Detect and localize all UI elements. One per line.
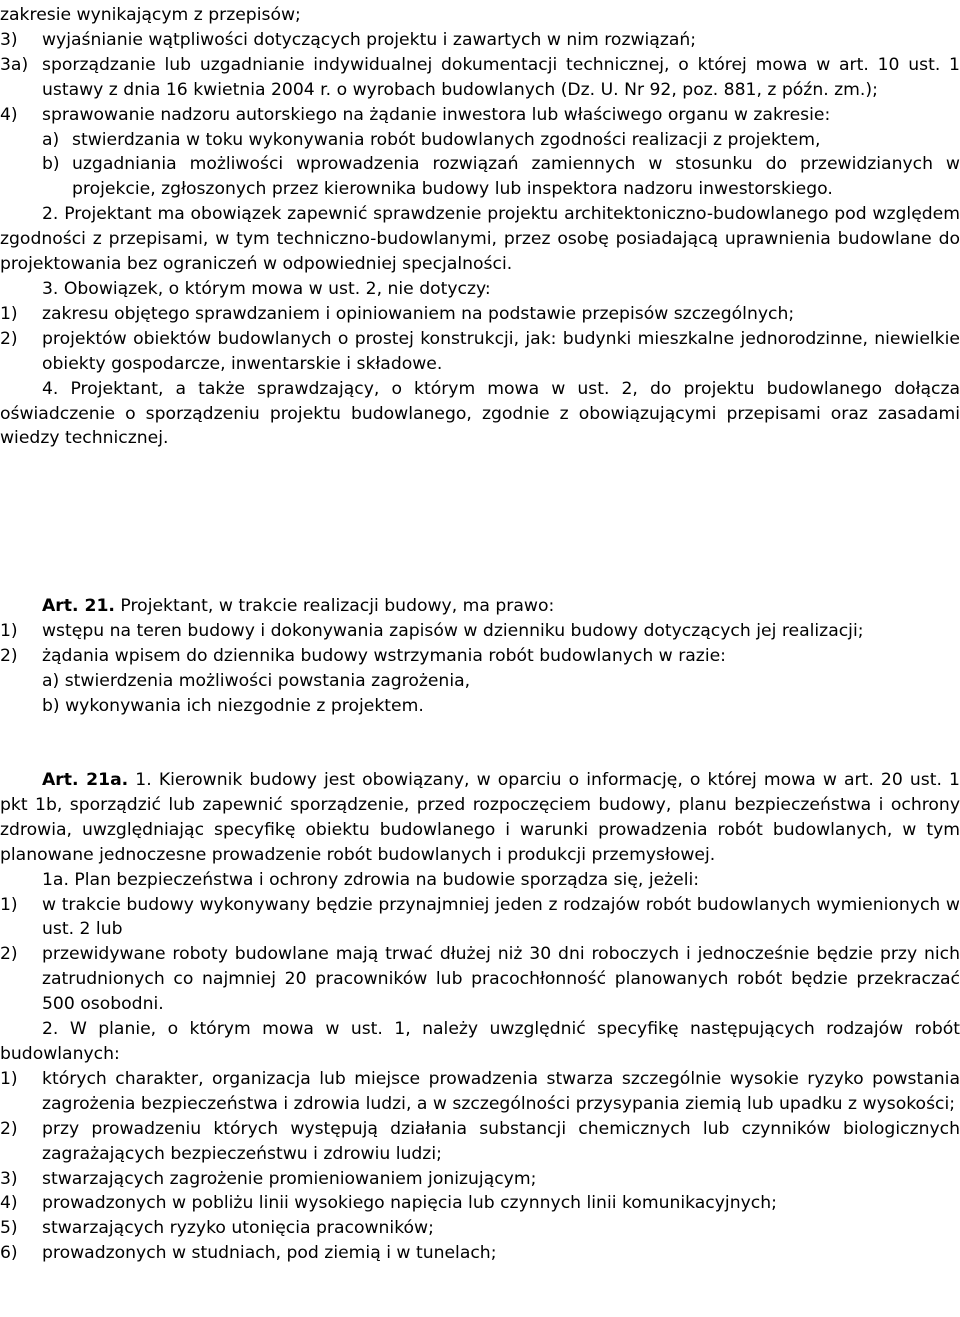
section-art21a <box>0 768 960 1266</box>
art21a-paragraph-1 <box>0 768 960 868</box>
paragraph-line: zakresie wynikającym z przepisów; <box>0 5 301 25</box>
article-label: Art. 21. <box>42 596 115 616</box>
list-item-ust3-1 <box>0 302 960 327</box>
item-text: zakresu objętego sprawdzaniem i opiniowaniem na podstawie przepisów szczególnych; <box>42 303 795 324</box>
item-number: 1) <box>0 620 18 641</box>
item-text: prowadzonych w pobliżu linii wysokiego napięcia lub czynnych linii komunikacyjnych; <box>42 1193 777 1214</box>
sub-item-text: stwierdzania w toku wykonywania robót budowlanych zgodności realizacji z projektem, <box>72 129 821 150</box>
sub-item-text: uzgadniania możliwości wprowadzenia rozwiązań zamiennych w stosunku do przewidzianych w projekcie, zgłoszonych przez kierownika budowy lub inspektora nadzoru inwestorskiego. <box>72 154 960 200</box>
item-text: projektów obiektów budowlanych o prostej konstrukcji, jak: budynki mieszkalne jednorodzinne, niewielkie obiekty gospodarcze, inwentarskie i składowe. <box>42 328 960 374</box>
item-number: 1) <box>0 303 18 324</box>
list-item-2-5 <box>0 1216 960 1241</box>
paragraph-ust-2: 2. Projektant ma obowiązek zapewnić sprawdzenie projektu architektoniczno-budowlanego pod względem zgodności z przepisami, w tym techniczno-budowlanymi, przez osobę posiadającą uprawnienia budowlane do projektowania bez ograniczeń w odpowiedniej specjalności. <box>0 204 960 275</box>
list-item-2-2 <box>0 1117 960 1167</box>
list-item-2-3 <box>0 1167 960 1192</box>
item-text: stwarzających ryzyko utonięcia pracowników; <box>42 1218 434 1239</box>
list-item-1a-1 <box>0 893 960 943</box>
list-item-art21-2 <box>0 644 960 669</box>
item-text: żądania wpisem do dziennika budowy wstrzymania robót budowlanych w razie: <box>42 645 726 666</box>
list-item-3 <box>0 28 960 53</box>
sub-item-letter: a) <box>42 670 60 691</box>
item-number: 2) <box>0 328 18 349</box>
item-number: 4) <box>0 1193 18 1214</box>
sub-item-letter: b) <box>42 695 60 716</box>
sub-item-letter: b) <box>42 154 60 175</box>
paragraph-ust-1a: 1a. Plan bezpieczeństwa i ochrony zdrowia na budowie sporządza się, jeżeli: <box>42 869 700 890</box>
sub-item-text: wykonywania ich niezgodnie z projektem. <box>65 695 424 716</box>
item-number: 5) <box>0 1218 18 1239</box>
list-item-2-4 <box>0 1191 960 1216</box>
article-label: Art. 21a. <box>42 770 129 790</box>
item-number: 3) <box>0 1168 18 1189</box>
item-number: 1) <box>0 1068 18 1089</box>
list-item-1a-2 <box>0 942 960 1017</box>
item-text: przy prowadzeniu których występują działania substancji chemicznych lub czynników biologicznych zagrażających bezpieczeństwu i zdrowiu ludzi; <box>42 1118 960 1164</box>
item-number: 2) <box>0 944 18 965</box>
section-art21 <box>0 594 960 719</box>
item-text: wyjaśnianie wątpliwości dotyczących projektu i zawartych w nim rozwiązań; <box>42 29 697 50</box>
item-text: sporządzanie lub uzgadnianie indywidualnej dokumentacji technicznej, o której mowa w art. 10 ust. 1 ustawy z dnia 16 kwietnia 2004 r. o wyrobach budowlanych (Dz. U. Nr 92, poz. 881, z późn. zm.); <box>42 54 960 100</box>
paragraph-ust-3: 3. Obowiązek, o którym mowa w ust. 2, nie dotyczy: <box>42 278 491 299</box>
item-text: stwarzających zagrożenie promieniowaniem jonizującym; <box>42 1168 537 1189</box>
sub-item-art21-2b <box>0 694 960 719</box>
item-text: sprawowanie nadzoru autorskiego na żądanie inwestora lub właściwego organu w zakresie: <box>42 104 831 125</box>
item-text: których charakter, organizacja lub miejsce prowadzenia stwarza szczególnie wysokie ryzyko powstania zagrożenia bezpieczeństwa i zdrowia ludzi, a w szczególności przysypania ziemią lub upadku z wysokości; <box>42 1068 960 1114</box>
list-item-art21-1 <box>0 619 960 644</box>
sub-item-4a <box>0 128 960 153</box>
sub-item-letter: a) <box>42 129 60 150</box>
item-number: 2) <box>0 645 18 666</box>
section-art20-continued <box>0 3 960 451</box>
item-number: 3) <box>0 29 18 50</box>
sub-item-text: stwierdzenia możliwości powstania zagrożenia, <box>64 670 471 691</box>
paragraph-ust-2: 2. W planie, o którym mowa w ust. 1, należy uwzględnić specyfikę następujących rodzajów robót budowlanych: <box>0 1019 960 1064</box>
paragraph-text: 1. Kierownik budowy jest obowiązany, w oparciu o informację, o której mowa w art. 20 ust. 1 pkt 1b, sporządzić lub zapewnić sporządzenie, przed rozpoczęciem budowy, planu bezpieczeństwa i ochrony zdrowia, uwzględniając specyfikę obiektu budowlanego i warunki prowadzenia robót budowlanych, w tym planowane jednoczesne prowadzenie robót budowlanych i produkcji przemysłowej. <box>0 770 960 865</box>
item-number: 4) <box>0 104 18 125</box>
item-number: 1) <box>0 894 18 915</box>
item-text: przewidywane roboty budowlane mają trwać dłużej niż 30 dni roboczych i jednocześnie będzie przy nich zatrudnionych co najmniej 20 pracowników lub pracochłonność planowanych robót będzie przekraczać 500 osobodni. <box>42 944 960 1015</box>
article-intro: Projektant, w trakcie realizacji budowy, ma prawo: <box>114 596 555 616</box>
item-number: 2) <box>0 1118 18 1139</box>
item-text: prowadzonych w studniach, pod ziemią i w tunelach; <box>42 1243 497 1264</box>
list-item-ust3-2 <box>0 327 960 377</box>
item-number: 3a) <box>0 54 29 75</box>
art21-heading-line <box>0 594 960 619</box>
list-item-2-1 <box>0 1067 960 1117</box>
paragraph-ust-4: 4. Projektant, a także sprawdzający, o którym mowa w ust. 2, do projektu budowlanego dołącza oświadczenie o sporządzeniu projektu budowlanego, zgodnie z obowiązującymi przepisami oraz zasadami wiedzy technicznej. <box>0 378 960 449</box>
list-item-3a <box>0 53 960 103</box>
item-text: w trakcie budowy wykonywany będzie przynajmniej jeden z rodzajów robót budowlanych wymienionych w ust. 2 lub <box>42 894 960 940</box>
list-item-4 <box>0 103 960 128</box>
item-number: 6) <box>0 1243 18 1264</box>
item-text: wstępu na teren budowy i dokonywania zapisów w dzienniku budowy dotyczących jej realizacji; <box>42 620 864 641</box>
sub-item-art21-2a <box>0 669 960 694</box>
sub-item-4b <box>0 152 960 202</box>
list-item-2-6 <box>0 1241 960 1266</box>
